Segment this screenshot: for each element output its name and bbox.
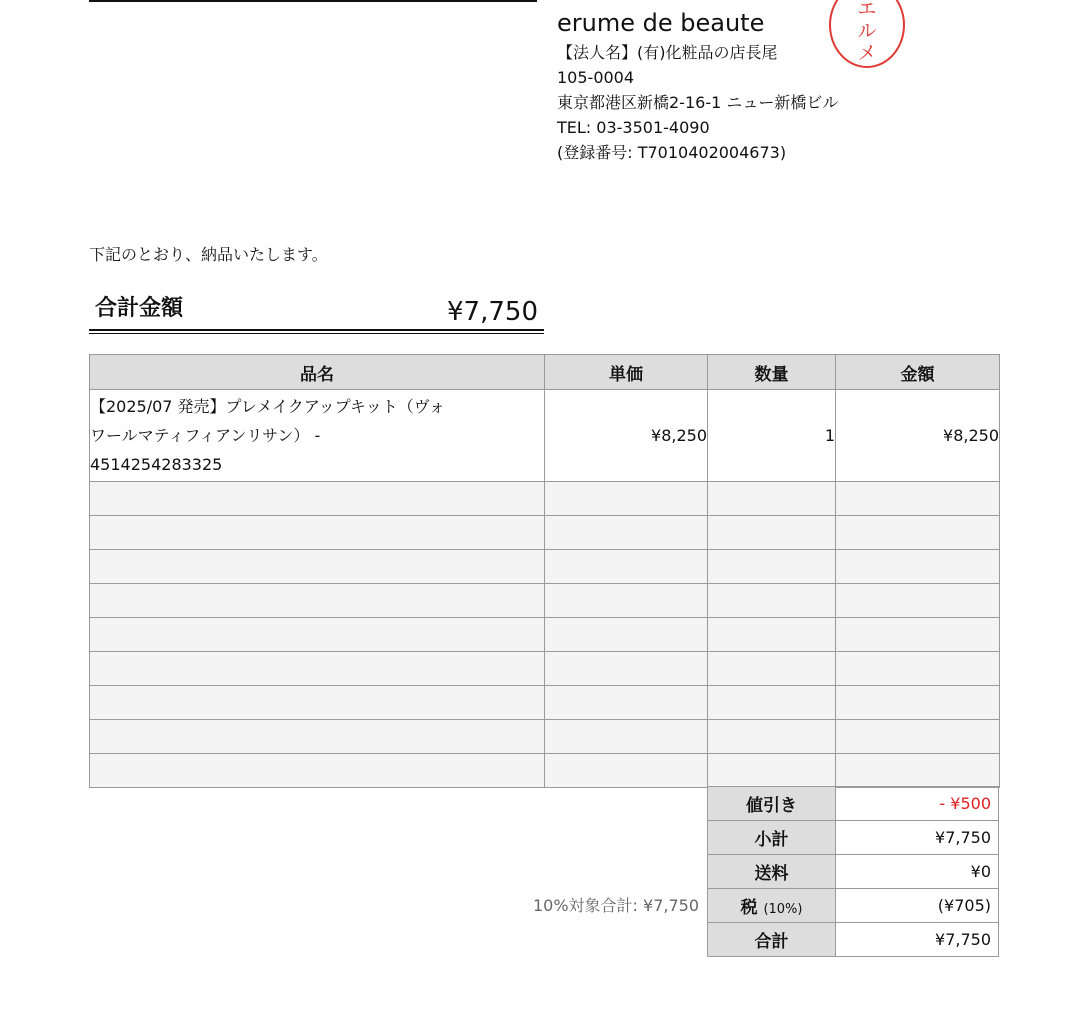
empty-row [90,584,1000,618]
items-table [89,354,1000,788]
summary-row-total [708,923,999,957]
total-amount-value: ¥7,750 [447,297,538,327]
empty-cell [708,686,836,720]
empty-row [90,550,1000,584]
item-name-line: 【2025/07 発売】プレメイクアップキット（ヴォ [90,397,446,416]
item-quantity: 1 [708,390,836,482]
empty-cell [836,482,1000,516]
empty-cell [708,516,836,550]
table-header-row [90,355,1000,390]
header-amount: 金額 [836,355,1000,390]
subtotal-label: 小計 [708,821,836,855]
empty-cell [90,652,545,686]
company-phone: TEL: 03-3501-4090 [557,118,710,137]
empty-cell [545,652,708,686]
company-registration-number: (登録番号: T7010402004673) [557,143,787,162]
header-unit-price: 単価 [545,355,708,390]
company-name: erume de beaute [557,9,765,37]
empty-cell [836,720,1000,754]
company-legal-name: 【法人名】(有)化粧品の店長尾 [557,43,778,62]
empty-cell [90,550,545,584]
empty-cell [545,686,708,720]
empty-cell [90,584,545,618]
empty-cell [708,652,836,686]
top-rule [89,0,537,2]
empty-cell [90,482,545,516]
empty-cell [90,618,545,652]
empty-cell [708,754,836,788]
intro-text: 下記のとおり、納品いたします。 [89,245,328,264]
header-item-name: 品名 [90,355,545,390]
tax-label: 税 [740,898,758,918]
empty-cell [708,550,836,584]
tax-label-cell [708,889,836,923]
empty-cell [708,618,836,652]
empty-row [90,720,1000,754]
tax-target-total: 10%対象合計: ¥7,750 [532,896,699,915]
company-address: 東京都港区新橋2-16-1 ニュー新橋ビル [557,93,839,112]
discount-label: 値引き [708,787,836,821]
tax-value: (¥705) [836,889,999,923]
empty-cell [545,618,708,652]
empty-cell [90,720,545,754]
empty-row [90,754,1000,788]
empty-row [90,516,1000,550]
summary-row-tax [708,889,999,923]
empty-row [90,652,1000,686]
empty-cell [90,686,545,720]
empty-cell [545,584,708,618]
empty-cell [836,618,1000,652]
empty-cell [836,754,1000,788]
grand-total-label: 合計 [708,923,836,957]
empty-cell [708,584,836,618]
empty-row [90,482,1000,516]
empty-cell [545,720,708,754]
empty-cell [708,482,836,516]
company-seal-stamp [829,0,905,68]
summary-row-discount [708,787,999,821]
item-unit-price: ¥8,250 [545,390,708,482]
shipping-value: ¥0 [836,855,999,889]
empty-cell [90,754,545,788]
item-name-line: ワールマティフィアンリサン） - [90,426,321,445]
seal-char: エ [857,0,877,20]
item-amount: ¥8,250 [836,390,1000,482]
total-amount-label: 合計金額 [95,296,184,321]
grand-total-value: ¥7,750 [836,923,999,957]
tax-rate: (10%) [763,902,803,917]
total-double-rule [89,333,544,334]
item-name-cell [90,390,545,482]
summary-row-shipping [708,855,999,889]
company-block [557,6,838,165]
empty-cell [90,516,545,550]
summary-table [707,786,999,957]
shipping-label: 送料 [708,855,836,889]
empty-cell [836,652,1000,686]
empty-cell [545,754,708,788]
company-postal-code: 105-0004 [557,68,635,87]
seal-char: ル [857,20,877,42]
empty-row [90,686,1000,720]
table-row [90,390,1000,482]
empty-cell [545,550,708,584]
empty-cell [836,516,1000,550]
empty-cell [545,482,708,516]
total-double-rule [89,329,544,331]
item-jan-code: 4514254283325 [90,455,223,474]
empty-cell [836,584,1000,618]
empty-cell [836,686,1000,720]
discount-value: - ¥500 [836,787,999,821]
empty-row [90,618,1000,652]
empty-cell [836,550,1000,584]
empty-cell [708,720,836,754]
empty-cell [545,516,708,550]
summary-row-subtotal [708,821,999,855]
header-quantity: 数量 [708,355,836,390]
subtotal-value: ¥7,750 [836,821,999,855]
seal-char: メ [857,42,877,64]
